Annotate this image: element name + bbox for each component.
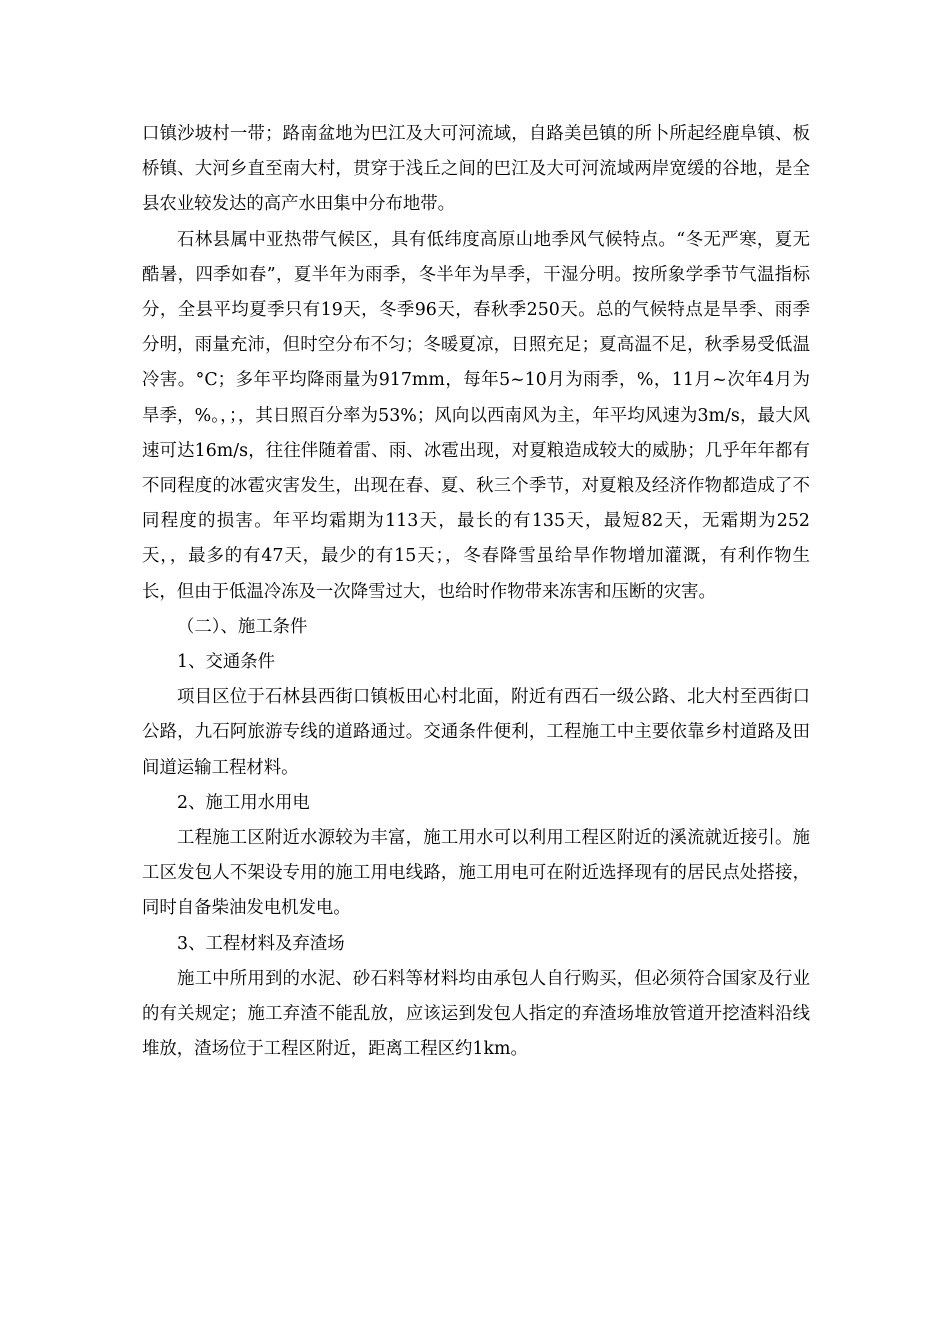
- paragraph-traffic-conditions: 项目区位于石林县西街口镇板田心村北面，附近有西石一级公路、北大村至西街口公路，九石阿旅游专线的道路通过。交通条件便利，工程施工中主要依靠乡村道路及田间道运输工程材料。: [142, 687, 810, 778]
- paragraph-climate: 石林县属中亚热带气候区，具有低纬度高原山地季风气候特点。“冬无严寒，夏无酷暑，四季如春”，夏半年为雨季，冬半年为旱季，干湿分明。按所象学季节气温指标分，全县平均夏季只有19天，冬季96天，春秋季250天。总的气候特点是旱季、雨季分明，雨量充沛，但时空分布不匀；冬暖夏凉，日照充足；夏高温不足，秋季易受低温冷害。°C；多年平均降雨量为917mm，每年5~10月为雨季，%，11月~次年4月为旱季，%。，；，其日照百分率为53%；风向以西南风为主，年平均风速为3m/s，最大风速可达16m/s，往往伴随着雷、雨、冰雹出现，对夏粮造成较大的威胁；几乎年年都有不同程度的冰雹灾害发生，出现在春、夏、秋三个季节，对夏粮及经济作物都造成了不同程度的损害。年平均霜期为113天，最长的有135天，最短82天，无霜期为252天，，最多的有47天，最少的有15天；，冬春降雪虽给旱作物增加灌溉，有利作物生长，但由于低温冷冻及一次降雪过大，也给时作物带来冻害和压断的灾害。: [142, 229, 810, 602]
- subheading-water-electricity: 2、施工用水用电: [177, 792, 310, 813]
- subheading-traffic-conditions: 1、交通条件: [177, 652, 276, 673]
- paragraph-geography-continued: 口镇沙坡村一带；路南盆地为巴江及大可河流域，自路美邑镇的所卜所起经鹿阜镇、板桥镇、大河乡直至南大村，贯穿于浅丘之间的巴江及大可河流域两岸宽缓的谷地，是全县农业较发达的高产水田集中分布地带。: [142, 124, 810, 215]
- section-heading-construction-conditions: （二）、施工条件: [177, 616, 308, 637]
- paragraph-water-electricity: 工程施工区附近水源较为丰富，施工用水可以利用工程区附近的溪流就近接引。施工区发包人不架设专用的施工用电线路，施工用电可在附近选择现有的居民点处搭接，同时自备柴油发电机发电。: [142, 828, 810, 919]
- subheading-materials-spoil: 3、工程材料及弃渣场: [177, 933, 345, 954]
- paragraph-materials-spoil: 施工中所用到的水泥、砂石料等材料均由承包人自行购买，但必须符合国家及行业的有关规定；施工弃渣不能乱放，应该运到发包人指定的弃渣场堆放管道开挖渣料沿线堆放，渣场位于工程区附近，距离工程区约1km。: [142, 968, 810, 1060]
- document-body: [142, 117, 810, 1067]
